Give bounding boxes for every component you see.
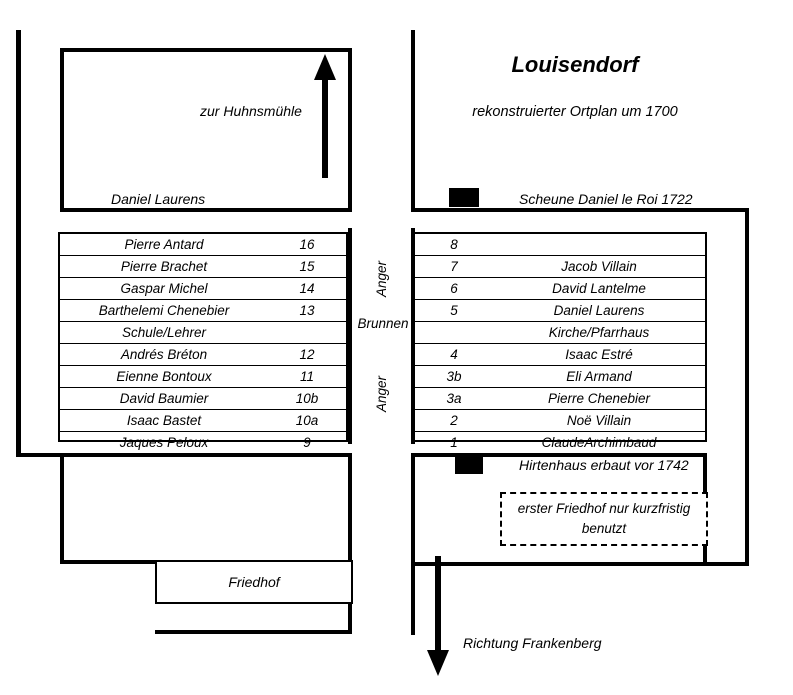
- plot-name: Jacob Villain: [493, 256, 705, 278]
- road-upper-left-vertical: [60, 48, 64, 211]
- page-title: Louisendorf: [511, 52, 639, 77]
- table-row: [415, 278, 705, 300]
- caption-daniel-laurens-road: Daniel Laurens: [111, 191, 206, 207]
- table-row: [415, 432, 705, 454]
- table-row: [60, 300, 346, 322]
- road-center-right-vertical-upper: [411, 30, 415, 212]
- plot-number: 6: [415, 278, 493, 300]
- table-row: [415, 344, 705, 366]
- table-row: [415, 366, 705, 388]
- table-row: [415, 322, 705, 344]
- table-row: [60, 278, 346, 300]
- plot-name: Pierre Antard: [60, 234, 268, 256]
- plot-name: Eienne Bontoux: [60, 366, 268, 388]
- road-friedhof-connector: [60, 560, 156, 564]
- road-lower-right-block-bottom: [411, 562, 707, 566]
- road-right-vertical: [745, 208, 749, 566]
- table-row: [415, 410, 705, 432]
- first-cemetery-box: [500, 492, 708, 546]
- page-subtitle: rekonstruierter Ortplan um 1700: [472, 104, 678, 120]
- right-plot-table: [413, 232, 707, 450]
- plot-name: Noë Villain: [493, 410, 705, 432]
- table-row: [60, 344, 346, 366]
- plot-name: Jaques Peloux: [60, 432, 268, 454]
- plot-name: Isaac Bastet: [60, 410, 268, 432]
- plot-number: 16: [268, 234, 346, 256]
- plot-number: 8: [415, 234, 493, 256]
- plot-name: Pierre Brachet: [60, 256, 268, 278]
- plot-name: ClaudeArchimbaud: [493, 432, 705, 454]
- road-lower-left-horizontal: [16, 453, 352, 457]
- label-brunnen: Brunnen: [357, 316, 409, 331]
- plot-name: Schule/Lehrer: [60, 322, 268, 344]
- arrow-down-frankenberg: [427, 556, 449, 676]
- plot-number: 12: [268, 344, 346, 366]
- table-row: [60, 366, 346, 388]
- road-upper-left-bottom: [60, 208, 352, 212]
- plot-number: [415, 322, 493, 344]
- right-plot-table-grid: [415, 234, 705, 453]
- plot-name: David Lantelme: [493, 278, 705, 300]
- table-row: [415, 388, 705, 410]
- plot-number: [268, 322, 346, 344]
- plot-name: Andrés Bréton: [60, 344, 268, 366]
- plot-number: 13: [268, 300, 346, 322]
- table-row: [415, 256, 705, 278]
- label-anger-top: Anger: [374, 260, 389, 298]
- plot-number: 10b: [268, 388, 346, 410]
- caption-richtung-frankenberg: Richtung Frankenberg: [463, 635, 602, 651]
- plot-name: Daniel Laurens: [493, 300, 705, 322]
- table-row: [415, 300, 705, 322]
- caption-hirtenhaus: Hirtenhaus erbaut vor 1742: [519, 457, 689, 473]
- road-lower-left-vertical: [60, 453, 64, 563]
- table-row: [415, 234, 705, 256]
- left-plot-table-grid: [60, 234, 346, 453]
- plot-name: Eli Armand: [493, 366, 705, 388]
- plot-number: 14: [268, 278, 346, 300]
- table-row: [60, 256, 346, 278]
- road-center-left-vertical-mid: [348, 228, 352, 444]
- plot-number: 2: [415, 410, 493, 432]
- friedhof-label: Friedhof: [228, 574, 280, 590]
- first-cemetery-label: erster Friedhof nur kurzfristig benutzt: [517, 501, 691, 536]
- plot-number: 15: [268, 256, 346, 278]
- plot-name: David Baumier: [60, 388, 268, 410]
- plot-name: [493, 234, 705, 256]
- road-center-left-vertical-lower: [348, 453, 352, 633]
- road-bottom-left-horizontal: [155, 630, 352, 634]
- plot-number: 1: [415, 432, 493, 454]
- friedhof-box: [155, 560, 353, 604]
- plot-number: 3b: [415, 366, 493, 388]
- plot-number: 11: [268, 366, 346, 388]
- arrow-up-huhnsmuehle: [314, 54, 336, 178]
- table-row: [60, 322, 346, 344]
- plot-number: 9: [268, 432, 346, 454]
- plot-number: 5: [415, 300, 493, 322]
- plot-number: 3a: [415, 388, 493, 410]
- plot-name: Gaspar Michel: [60, 278, 268, 300]
- road-upper-right-horizontal: [411, 208, 749, 212]
- plot-number: 7: [415, 256, 493, 278]
- plot-name: Kirche/Pfarrhaus: [493, 322, 705, 344]
- building-hirtenhaus-marker: [455, 456, 483, 474]
- table-row: [60, 388, 346, 410]
- caption-huhnsmuehle: zur Huhnsmühle: [200, 103, 302, 119]
- table-row: [60, 410, 346, 432]
- plot-number: 10a: [268, 410, 346, 432]
- caption-scheune: Scheune Daniel le Roi 1722: [519, 191, 693, 207]
- label-anger-bottom: Anger: [374, 375, 389, 413]
- plot-name: Isaac Estré: [493, 344, 705, 366]
- left-plot-table: [58, 232, 348, 450]
- table-row: [60, 432, 346, 454]
- road-center-left-vertical-upper: [348, 48, 352, 212]
- road-center-right-vertical-lower: [411, 453, 415, 635]
- plot-name: Barthelemi Chenebier: [60, 300, 268, 322]
- road-left-vertical: [16, 30, 21, 456]
- road-upper-left-top: [60, 48, 352, 52]
- building-scheune-marker: [449, 188, 479, 207]
- plot-name: Pierre Chenebier: [493, 388, 705, 410]
- plot-number: 4: [415, 344, 493, 366]
- table-row: [60, 234, 346, 256]
